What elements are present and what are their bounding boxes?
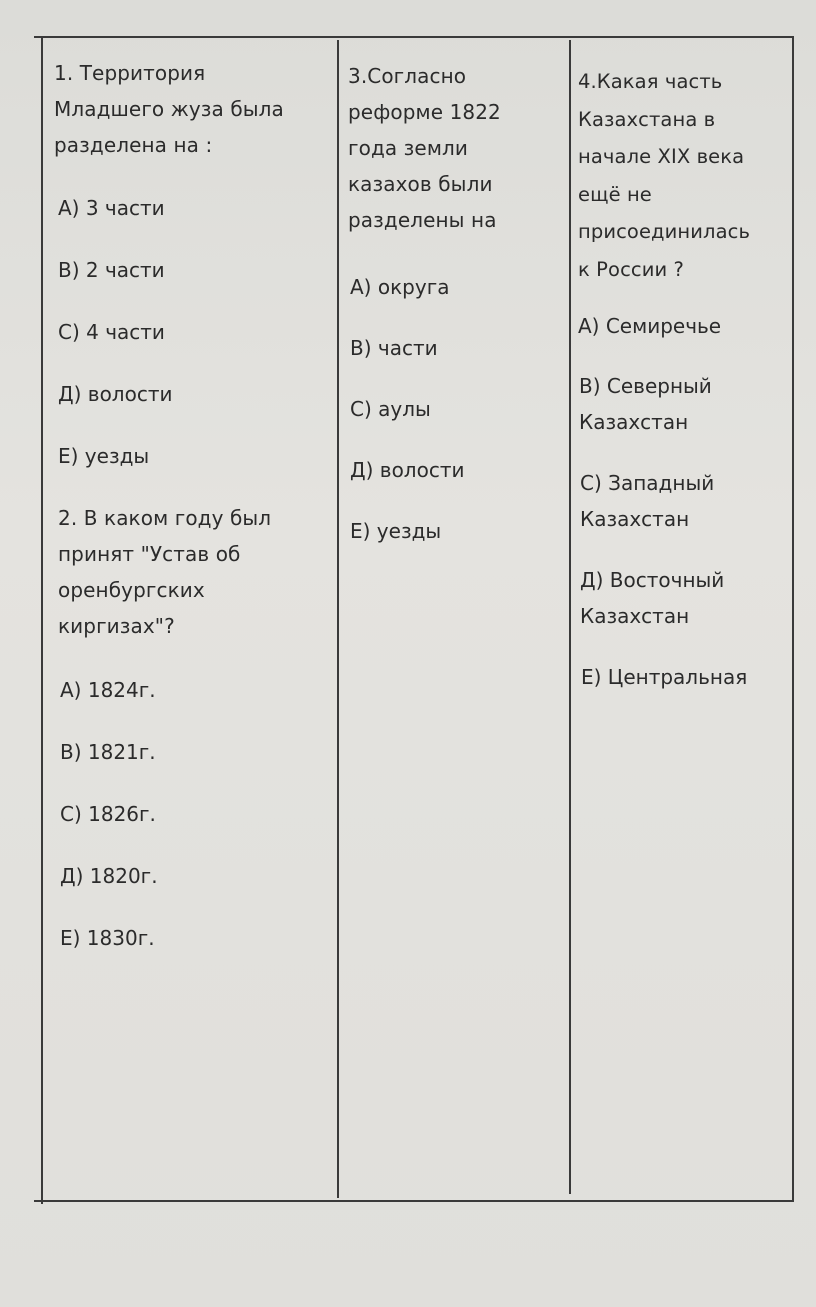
column-divider-1 [337,40,339,1198]
question-1-option-a: A) 3 части [58,196,165,220]
question-4-option-a: A) Семиречье [578,314,722,338]
question-1-option-b: B) 2 части [58,258,165,282]
question-2-option-b: B) 1821г. [60,740,156,764]
question-1-option-c: C) 4 части [58,320,165,344]
question-4-option-d: Д) Восточный Казахстан [580,568,725,628]
question-3-option-e: Е) уезды [350,519,442,543]
question-4-option-c: C) Западный Казахстан [580,471,715,531]
question-1-option-d: Д) волости [58,382,173,406]
question-4-option-e: Е) Центральная [581,665,748,689]
question-2-option-d: Д) 1820г. [60,864,158,888]
column-divider-2 [569,40,571,1194]
question-3-option-b: B) части [350,336,438,360]
question-3-option-d: Д) волости [350,458,465,482]
question-1-option-e: Е) уезды [58,444,150,468]
question-3-option-c: C) аулы [350,397,431,421]
question-1: 1. Территория Младшего жуза была разделена на : [54,61,284,157]
question-2-option-a: A) 1824г. [60,678,156,702]
question-3-option-a: A) округа [350,275,450,299]
question-2-option-e: Е) 1830г. [60,926,155,950]
question-4: 4.Какая часть Казахстана в начале XIX века ещё не присоединилась к России ? [578,70,751,281]
question-3: 3.Согласно реформе 1822 года земли казахов были разделены на [348,64,501,232]
table-left-border [41,38,43,1204]
question-2: 2. В каком году был принят "Устав об оренбургских киргизах"? [58,506,272,638]
question-2-option-c: C) 1826г. [60,802,156,826]
question-4-option-b: B) Северный Казахстан [579,374,712,434]
